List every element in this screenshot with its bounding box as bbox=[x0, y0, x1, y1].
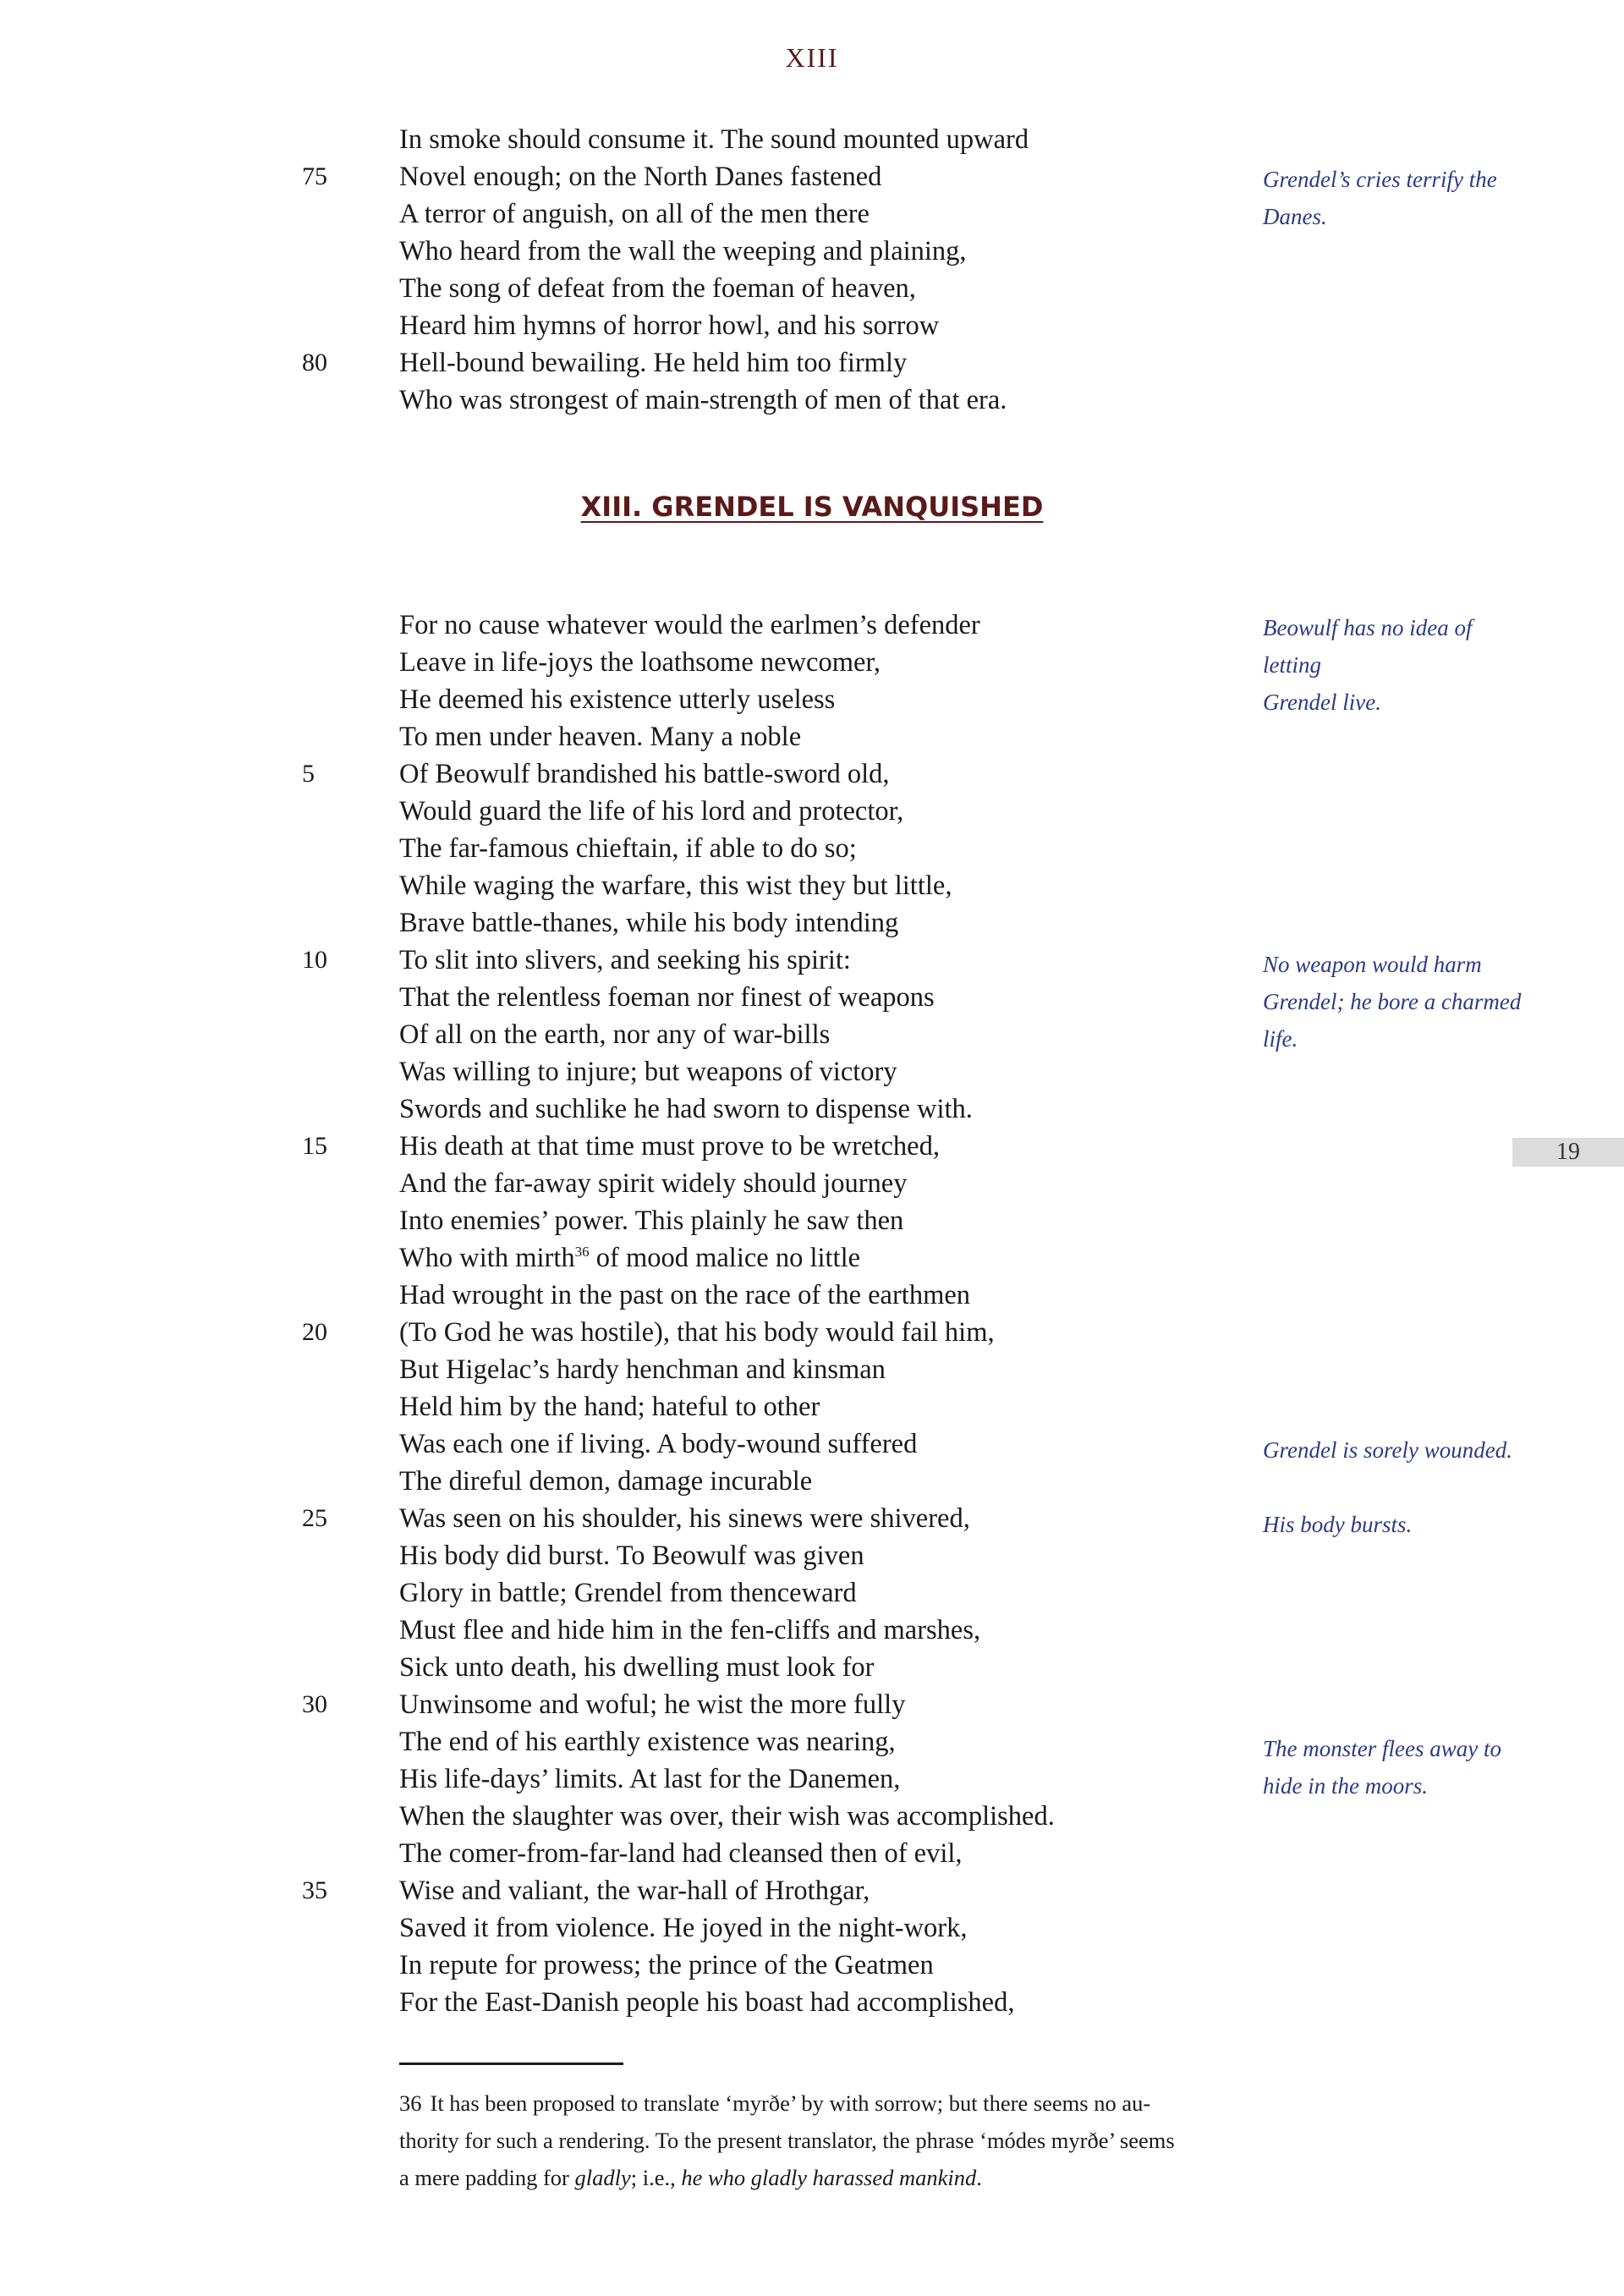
verse-text: But Higelac’s hardy henchman and kinsman bbox=[399, 1354, 886, 1385]
verse-line bbox=[302, 1500, 1245, 1537]
verse-line bbox=[399, 1723, 1245, 1760]
verse-text: In smoke should consume it. The sound mounted upward bbox=[399, 124, 1029, 155]
verse-line bbox=[399, 793, 1245, 830]
verse-text: Brave battle-thanes, while his body intending bbox=[399, 908, 899, 938]
gloss-line: Beowulf has no idea of letting bbox=[1263, 615, 1473, 678]
verse-line bbox=[399, 1351, 1245, 1388]
side-gloss bbox=[1263, 946, 1533, 1057]
verse-text: Would guard the life of his lord and protector, bbox=[399, 796, 904, 827]
verse-text: Glory in battle; Grendel from thenceward bbox=[399, 1578, 857, 1608]
verse-line bbox=[302, 1686, 1245, 1723]
side-gloss bbox=[1263, 161, 1533, 235]
verse-line bbox=[399, 121, 1245, 158]
verse-text: In repute for prowess; the prince of the Geatmen bbox=[399, 1950, 934, 1980]
verse-line bbox=[399, 1165, 1245, 1202]
verse-line bbox=[399, 867, 1245, 904]
verse-line bbox=[399, 681, 1245, 718]
verse-line bbox=[399, 979, 1245, 1016]
verse-text: Who with mirth bbox=[399, 1243, 575, 1273]
verse-line bbox=[302, 158, 1245, 195]
line-number: 80 bbox=[302, 349, 327, 376]
gloss-line: hide in the moors. bbox=[1263, 1773, 1428, 1799]
verse-text: The comer-from-far-land had cleansed then of evil, bbox=[399, 1838, 963, 1869]
verse-text: To men under heaven. Many a noble bbox=[399, 722, 802, 752]
gloss-line: life. bbox=[1263, 1026, 1298, 1052]
verse-text: Novel enough; on the North Danes fastened bbox=[399, 162, 882, 192]
section-title: XIII. GRENDEL IS VANQUISHED bbox=[580, 491, 1044, 523]
gloss-line: Grendel live. bbox=[1263, 689, 1381, 715]
verse-line bbox=[399, 1463, 1245, 1500]
verse-text: Had wrought in the past on the race of the earthmen bbox=[399, 1280, 971, 1310]
verse-text: The end of his earthly existence was nearing, bbox=[399, 1727, 896, 1757]
verse-text: Held him by the hand; hateful to other bbox=[399, 1392, 820, 1422]
verse-text: His death at that time must prove to be wretched, bbox=[399, 1131, 940, 1162]
side-gloss bbox=[1263, 1506, 1533, 1543]
gloss-line: The monster flees away to bbox=[1263, 1736, 1501, 1761]
verse-text: To slit into slivers, and seeking his spirit: bbox=[399, 945, 851, 975]
verse-text: The direful demon, damage incurable bbox=[399, 1466, 813, 1497]
verse-text: Was willing to injure; but weapons of victory bbox=[399, 1057, 897, 1087]
verse-text: For the East-Danish people his boast had accomplished, bbox=[399, 1987, 1015, 2018]
verse-line bbox=[399, 382, 1245, 419]
verse-line bbox=[399, 307, 1245, 344]
verse-line bbox=[302, 755, 1245, 793]
verse-line bbox=[399, 233, 1245, 270]
verse-text: Hell-bound bewailing. He held him too firmly bbox=[399, 348, 908, 378]
verse-line bbox=[399, 1612, 1245, 1649]
verse-text: Who heard from the wall the weeping and plaining, bbox=[399, 236, 967, 266]
verse-line bbox=[399, 1053, 1245, 1090]
footnote-ref[interactable]: 36 bbox=[574, 1244, 590, 1261]
verse-line bbox=[302, 1128, 1245, 1165]
verse-line bbox=[302, 344, 1245, 382]
verse-line bbox=[399, 718, 1245, 755]
footnote-line: 36 It has been proposed to translate ‘myrðe’ by with sorrow; but there seems no au- bbox=[399, 2090, 1151, 2116]
top-verse-block bbox=[302, 121, 1245, 419]
verse-text: Must flee and hide him in the fen-cliffs and marshes, bbox=[399, 1615, 981, 1645]
verse-text: His life-days’ limits. At last for the Danemen, bbox=[399, 1764, 901, 1794]
verse-line bbox=[399, 1537, 1245, 1574]
verse-line bbox=[399, 1984, 1245, 2021]
verse-line bbox=[302, 1314, 1245, 1351]
verse-line bbox=[399, 1798, 1245, 1835]
footnote-line: thority for such a rendering. To the present translator, the phrase ‘módes myrðe’ seems bbox=[399, 2128, 1175, 2153]
line-number: 35 bbox=[302, 1876, 327, 1904]
line-number: 15 bbox=[302, 1132, 327, 1160]
verse-text: of mood malice no little bbox=[589, 1243, 861, 1273]
verse-line bbox=[399, 1909, 1245, 1947]
line-number: 10 bbox=[302, 946, 327, 974]
verse-line bbox=[399, 830, 1245, 867]
footnote-rule bbox=[399, 2063, 623, 2065]
section-heading bbox=[0, 491, 1624, 523]
verse-line bbox=[399, 1277, 1245, 1314]
verse-text: For no cause whatever would the earlmen’s defender bbox=[399, 610, 980, 640]
verse-line bbox=[399, 1239, 1245, 1277]
verse-text: Into enemies’ power. This plainly he saw then bbox=[399, 1206, 904, 1236]
verse-line bbox=[399, 1016, 1245, 1053]
verse-line bbox=[399, 607, 1245, 644]
verse-line bbox=[399, 1649, 1245, 1686]
verse-text: Unwinsome and woful; he wist the more fully bbox=[399, 1689, 906, 1720]
verse-text: A terror of anguish, on all of the men there bbox=[399, 199, 870, 229]
verse-line bbox=[399, 904, 1245, 942]
verse-text: Was seen on his shoulder, his sinews were shivered, bbox=[399, 1503, 970, 1534]
side-gloss bbox=[1263, 609, 1533, 721]
verse-text: His body did burst. To Beowulf was given bbox=[399, 1541, 864, 1571]
line-number: 25 bbox=[302, 1504, 327, 1532]
line-number: 20 bbox=[302, 1318, 327, 1346]
verse-text: That the relentless foeman nor finest of weapons bbox=[399, 982, 935, 1013]
verse-line bbox=[399, 1388, 1245, 1425]
verse-line bbox=[399, 1090, 1245, 1128]
verse-text: Heard him hymns of horror howl, and his sorrow bbox=[399, 310, 940, 341]
verse-line bbox=[399, 195, 1245, 233]
verse-line bbox=[399, 1947, 1245, 1984]
verse-text: Swords and suchlike he had sworn to dispense with. bbox=[399, 1094, 973, 1124]
footnote bbox=[399, 2085, 1224, 2196]
gloss-line: Danes. bbox=[1263, 204, 1327, 229]
line-number: 5 bbox=[302, 760, 315, 788]
verse-text: Saved it from violence. He joyed in the night-work, bbox=[399, 1913, 968, 1943]
verse-text: The song of defeat from the foeman of heaven, bbox=[399, 273, 916, 304]
footnote-line: a mere padding for gladly; i.e., he who gladly harassed mankind. bbox=[399, 2165, 982, 2190]
verse-line bbox=[399, 270, 1245, 307]
verse-text: Leave in life-joys the loathsome newcomer, bbox=[399, 647, 881, 678]
page-number-tab: 19 bbox=[1512, 1138, 1624, 1167]
verse-text: He deemed his existence utterly useless bbox=[399, 684, 836, 715]
line-number: 75 bbox=[302, 162, 327, 190]
verse-line bbox=[399, 1835, 1245, 1872]
gloss-line: His body bursts. bbox=[1263, 1512, 1413, 1537]
verse-text: Was each one if living. A body-wound suffered bbox=[399, 1429, 918, 1459]
verse-line bbox=[399, 1425, 1245, 1463]
verse-line bbox=[399, 644, 1245, 681]
verse-text: Of all on the earth, nor any of war-bills bbox=[399, 1019, 831, 1050]
verse-line bbox=[399, 1760, 1245, 1798]
gloss-line: No weapon would harm bbox=[1263, 952, 1482, 977]
verse-text: Of Beowulf brandished his battle-sword old, bbox=[399, 759, 890, 789]
main-verse-block bbox=[302, 607, 1245, 2021]
footnote-number: 36 bbox=[399, 2090, 422, 2116]
verse-line bbox=[399, 1202, 1245, 1239]
gloss-line: Grendel; he bore a charmed bbox=[1263, 989, 1522, 1014]
verse-text: Who was strongest of main-strength of men of that era. bbox=[399, 385, 1007, 415]
verse-text: The far-famous chieftain, if able to do so; bbox=[399, 833, 857, 864]
line-number: 30 bbox=[302, 1690, 327, 1718]
verse-text: Sick unto death, his dwelling must look for bbox=[399, 1652, 875, 1683]
side-gloss bbox=[1263, 1730, 1533, 1804]
verse-text: Wise and valiant, the war-hall of Hrothgar, bbox=[399, 1876, 870, 1906]
verse-text: When the slaughter was over, their wish was accomplished. bbox=[399, 1801, 1055, 1832]
gloss-line: Grendel is sorely wounded. bbox=[1263, 1437, 1512, 1463]
verse-text: While waging the warfare, this wist they but little, bbox=[399, 871, 952, 901]
verse-text: (To God he was hostile), that his body would fail him, bbox=[399, 1317, 995, 1348]
side-gloss bbox=[1263, 1431, 1533, 1469]
gloss-line: Grendel’s cries terrify the bbox=[1263, 167, 1497, 192]
verse-line bbox=[302, 1872, 1245, 1909]
verse-line bbox=[399, 1574, 1245, 1612]
verse-line bbox=[302, 942, 1245, 979]
verse-text: And the far-away spirit widely should journey bbox=[399, 1168, 908, 1199]
running-head: XIII bbox=[785, 42, 839, 73]
